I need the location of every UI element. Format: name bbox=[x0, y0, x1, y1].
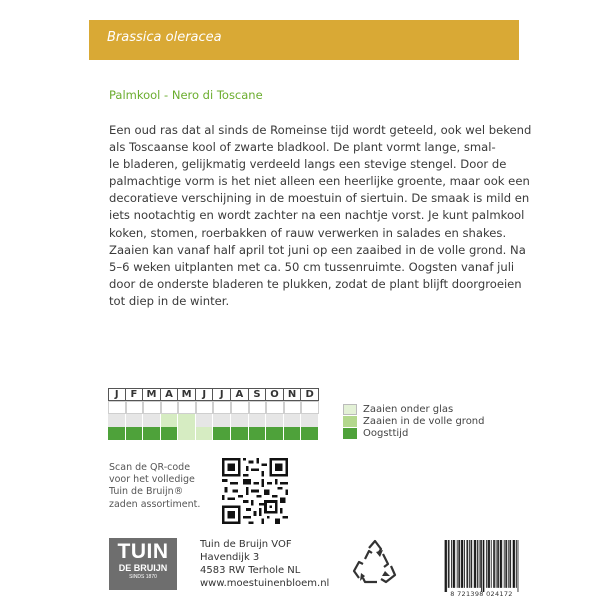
month-label: A bbox=[161, 388, 179, 401]
description-line: Een oud ras dat al sinds de Romeinse tijd wordt geteeld, ook wel bekend bbox=[109, 123, 532, 137]
barcode-bar bbox=[479, 540, 480, 588]
calendar-cell bbox=[301, 414, 319, 427]
barcode-bar bbox=[462, 540, 463, 588]
barcode-bar bbox=[488, 540, 489, 588]
calendar-cell bbox=[161, 427, 179, 440]
month-label: A bbox=[231, 388, 249, 401]
calendar-cell bbox=[108, 401, 126, 414]
barcode-bar bbox=[510, 540, 511, 588]
barcode-bar bbox=[471, 540, 472, 588]
barcode-bar bbox=[451, 540, 452, 588]
calendar-row-harvest bbox=[108, 427, 319, 440]
calendar-cell bbox=[178, 427, 196, 440]
calendar-row-glass bbox=[108, 401, 319, 414]
month-label: J bbox=[213, 388, 231, 401]
address-line: Havendijk 3 bbox=[200, 552, 260, 563]
barcode-bar bbox=[453, 540, 454, 588]
calendar-cell bbox=[249, 401, 267, 414]
month-label: J bbox=[108, 388, 126, 401]
barcode-bar bbox=[516, 540, 517, 588]
barcode-bar bbox=[454, 540, 455, 588]
variety-name: Palmkool - Nero di Toscane bbox=[109, 88, 263, 102]
barcode-bar bbox=[475, 540, 476, 588]
barcode-bar bbox=[471, 540, 472, 588]
calendar-cell bbox=[196, 427, 214, 440]
calendar-cell bbox=[161, 401, 179, 414]
calendar-cell bbox=[126, 414, 144, 427]
qr-caption-line: Tuin de Bruijn® bbox=[109, 486, 184, 498]
calendar-cell bbox=[126, 401, 144, 414]
legend-label: Zaaien in de volle grond bbox=[363, 415, 485, 427]
calendar-row-open-ground bbox=[108, 414, 319, 427]
barcode-bar bbox=[449, 540, 450, 588]
website-link[interactable]: www.moestuinenbloem.nl bbox=[200, 578, 330, 589]
calendar-cell bbox=[301, 427, 319, 440]
calendar-cell bbox=[143, 427, 161, 440]
qr-caption-line: zaden assortiment. bbox=[109, 498, 201, 510]
barcode-bar bbox=[508, 540, 509, 588]
recycle-icon bbox=[350, 538, 400, 588]
description-line: door de onderste bladeren te plukken, zodat de plant blijft doorgroeien bbox=[109, 276, 522, 291]
calendar-cell bbox=[178, 401, 196, 414]
calendar-cell bbox=[231, 427, 249, 440]
barcode-bar bbox=[454, 540, 455, 588]
month-label: O bbox=[266, 388, 284, 401]
barcode-bar bbox=[493, 540, 494, 588]
calendar-cell bbox=[196, 401, 214, 414]
description-line: iets nootachtig en wordt zachter na een nachtje vorst. Je kunt palmkool bbox=[109, 208, 525, 223]
address-line: Tuin de Bruijn VOF bbox=[200, 539, 292, 550]
calendar-cell bbox=[196, 414, 214, 427]
legend-label: Zaaien onder glas bbox=[363, 403, 454, 415]
barcode-bar bbox=[501, 540, 502, 588]
description-line: Zaaien kan vanaf half april tot juni op een zaaibed in de volle grond. Na bbox=[109, 242, 526, 257]
month-label: M bbox=[143, 388, 161, 401]
calendar-cell bbox=[108, 414, 126, 427]
description-line: koken, stomen, roerbakken of rauw verwerken in salades en shakes. bbox=[109, 225, 507, 240]
barcode-bar bbox=[484, 540, 485, 592]
barcode-bar bbox=[513, 540, 514, 588]
barcode-bar bbox=[474, 540, 475, 588]
barcode-number: 8 721398 024172 bbox=[450, 590, 513, 598]
barcode-bar bbox=[486, 540, 487, 588]
month-label: N bbox=[284, 388, 302, 401]
barcode-bar bbox=[462, 540, 463, 588]
description-line: decoratieve verschijning in de moestuin of siertuin. De smaak is mild en bbox=[109, 191, 530, 206]
month-label: J bbox=[196, 388, 214, 401]
company-address bbox=[200, 538, 329, 590]
calendar-cell bbox=[231, 414, 249, 427]
barcode-bar bbox=[445, 540, 446, 592]
calendar-cell bbox=[266, 427, 284, 440]
barcode-bar bbox=[483, 540, 484, 592]
barcode-bar bbox=[501, 540, 502, 588]
barcode-bar bbox=[446, 540, 447, 592]
legend-swatch-harvest bbox=[343, 428, 357, 439]
calendar-cell bbox=[284, 427, 302, 440]
legend-swatch-glass bbox=[343, 404, 357, 415]
barcode-bar bbox=[509, 540, 510, 588]
barcode-bar bbox=[457, 540, 458, 588]
month-label: D bbox=[301, 388, 319, 401]
calendar-cell bbox=[143, 401, 161, 414]
barcode-bar bbox=[505, 540, 506, 588]
calendar-cell bbox=[231, 401, 249, 414]
calendar-cell bbox=[249, 414, 267, 427]
calendar-cell bbox=[108, 427, 126, 440]
description-line: tot diep in de winter. bbox=[109, 293, 230, 308]
barcode-bar bbox=[467, 540, 468, 588]
barcode-bar bbox=[504, 540, 505, 588]
calendar-month-row bbox=[108, 388, 319, 401]
description-line: palmachtige vorm is het niet alleen een heerlijke groente, maar ook een bbox=[109, 174, 530, 189]
barcode-bar bbox=[491, 540, 492, 588]
calendar-cell bbox=[284, 401, 302, 414]
barcode-bar bbox=[480, 540, 481, 588]
barcode-bar bbox=[461, 540, 462, 588]
legend-item bbox=[343, 403, 485, 415]
calendar-cell bbox=[213, 414, 231, 427]
barcode-bar bbox=[464, 540, 465, 588]
barcode-bar bbox=[496, 540, 497, 588]
qr-caption-line: Scan de QR-code bbox=[109, 462, 191, 473]
month-label: M bbox=[178, 388, 196, 401]
barcode-bar bbox=[514, 540, 515, 588]
barcode-bar bbox=[494, 540, 495, 588]
barcode-bar bbox=[514, 540, 515, 588]
barcode-bar bbox=[459, 540, 460, 588]
calendar-cell bbox=[266, 414, 284, 427]
barcode-bar bbox=[481, 540, 482, 592]
calendar-cell bbox=[161, 414, 179, 427]
month-label: S bbox=[249, 388, 267, 401]
barcode-bar bbox=[448, 540, 449, 588]
barcode-bar bbox=[497, 540, 498, 588]
calendar-cell bbox=[126, 427, 144, 440]
barcode-bar bbox=[445, 540, 446, 592]
sowing-calendar bbox=[108, 388, 319, 440]
logo-line: SINDS 1870 bbox=[129, 574, 157, 580]
barcode-bar bbox=[458, 540, 459, 588]
barcode-bar bbox=[518, 540, 519, 592]
legend-item bbox=[343, 415, 485, 427]
barcode-bar bbox=[506, 540, 507, 588]
description bbox=[109, 122, 532, 310]
barcode-icon bbox=[443, 540, 520, 592]
barcode-bar bbox=[489, 540, 490, 588]
calendar-cell bbox=[284, 414, 302, 427]
barcode-bar bbox=[488, 540, 489, 588]
barcode-bar bbox=[500, 540, 501, 588]
legend-label: Oogsttijd bbox=[363, 427, 409, 439]
brand-logo bbox=[109, 538, 177, 590]
barcode-bar bbox=[467, 540, 468, 588]
calendar-cell bbox=[249, 427, 267, 440]
month-label: F bbox=[126, 388, 144, 401]
barcode-bar bbox=[475, 540, 476, 588]
calendar-cell bbox=[301, 401, 319, 414]
calendar-cell bbox=[143, 414, 161, 427]
barcode-bar bbox=[477, 540, 478, 588]
calendar-cell bbox=[213, 401, 231, 414]
barcode-bar bbox=[498, 540, 499, 588]
calendar-cell bbox=[213, 427, 231, 440]
logo-line: DE BRUIJN bbox=[118, 563, 168, 573]
calendar-cell bbox=[178, 414, 196, 427]
description-line: 5–6 weken uitplanten met ca. 50 cm tussenruimte. Oogsten vanaf juli bbox=[109, 259, 515, 274]
latin-name: Brassica oleracea bbox=[107, 30, 222, 45]
legend-item bbox=[343, 427, 485, 439]
description-line: le bladeren, gelijkmatig verdeeld langs een stevige stengel. Door de bbox=[109, 157, 507, 172]
address-line: 4583 RW Terhole NL bbox=[200, 565, 301, 576]
qr-code[interactable] bbox=[222, 458, 288, 524]
logo-line: TUIN bbox=[117, 540, 169, 563]
qr-caption bbox=[109, 462, 200, 511]
legend-swatch-open-ground bbox=[343, 416, 357, 427]
qr-caption-line: voor het volledige bbox=[109, 474, 195, 486]
calendar-legend bbox=[343, 403, 485, 439]
calendar-cell bbox=[266, 401, 284, 414]
description-line: als Toscaanse kool of zwarte bladkool. De plant vormt lange, smal- bbox=[109, 140, 496, 155]
barcode-bar bbox=[469, 540, 470, 588]
